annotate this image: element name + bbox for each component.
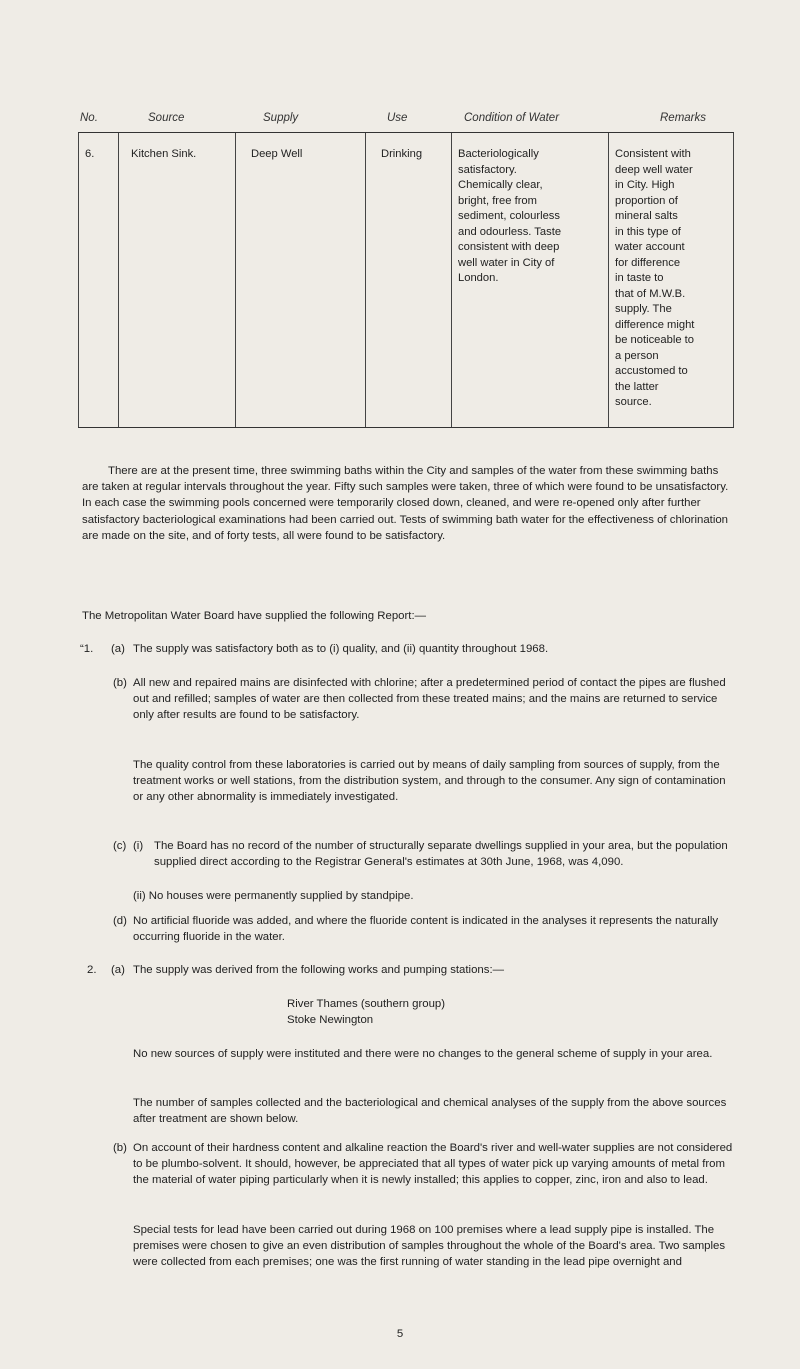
no-new-sources-text: No new sources of supply were instituted and there were no changes to the general scheme of supply in your area. [133, 1048, 713, 1060]
remarks-line: source. [615, 396, 652, 408]
condition-line: bright, free from [458, 194, 537, 207]
row-source: Kitchen Sink. [131, 148, 197, 160]
item-1ci-text: The Board has no record of the number of structurally separate dwellings supplied in your area, but the population supplied direct according to the Registrar General's estimates at 30th June, 1968, was 4,090. [154, 840, 728, 869]
remarks-line: in taste to [615, 272, 664, 284]
row-supply: Deep Well [251, 148, 303, 160]
mwb-intro: The Metropolitan Water Board have supplied the following Report:— [82, 610, 427, 622]
remarks-line: that of M.W.B. [615, 287, 686, 300]
item-1ci-label: (i) [133, 840, 144, 852]
item-1b-text2: The quality control from these laboratories is carried out by means of daily sampling from sources of supply, from the treatment works or well stations, from the distribution system, and through to the consumer. Any sign of contamination or any other abnormality is immediately investigated. [133, 759, 726, 804]
remarks-line: in City. High [615, 179, 675, 191]
remarks-line: difference might [615, 318, 695, 331]
row-use: Drinking [381, 148, 423, 160]
item-1-number: “1. [80, 643, 94, 655]
cell-remarks [608, 133, 734, 427]
item-2a-label: (a) [111, 964, 125, 976]
row-remarks [609, 147, 733, 411]
cell-use [365, 133, 451, 427]
remarks-line: supply. The [615, 303, 672, 315]
header-use: Use [387, 112, 408, 124]
header-supply: Supply [263, 112, 299, 124]
condition-line: well water in City of [458, 256, 555, 269]
cell-no [78, 133, 118, 427]
item-2b-text: On account of their hardness content and alkaline reaction the Board's river and well-water supplies are not considered to be plumbo-solvent. It should, however, be appreciated that all types of water pick up varying amounts of metal from the material of water piping particularly when it is newly installed; this applies to copper, zinc, iron and also to lead. [133, 1142, 733, 1187]
condition-line: consistent with deep [458, 241, 560, 253]
item-1b-label: (b) [113, 677, 127, 689]
condition-line: Bacteriologically [458, 148, 539, 160]
table-header [78, 112, 734, 132]
remarks-line: Consistent with [615, 148, 691, 160]
item-1c-label: (c) [113, 840, 127, 852]
cell-condition [451, 133, 608, 427]
swimming-baths-paragraph: There are at the present time, three swimming baths within the City and samples of the water from these swimming baths are taken at regular intervals throughout the year. Fifty such samples were taken, three of which were found to be unsatisfactory. In each case the swimming pools concerned were temporarily closed down, cleaned, and were re-opened only after further satisfactory bacteriological examinations had been carried out. Tests of swimming bath water for the effectiveness of chlorination are made on the site, and of forty tests, all were found to be satisfactory. [82, 465, 729, 542]
row-no: 6. [85, 148, 95, 160]
item-2-number: 2. [87, 964, 97, 976]
cell-source [118, 133, 235, 427]
item-1d-label: (d) [113, 915, 127, 927]
station-2: Stoke Newington [287, 1014, 374, 1027]
header-remarks: Remarks [660, 112, 707, 124]
remarks-line: be noticeable to [615, 334, 694, 346]
item-1cii-text: (ii) No houses were permanently supplied by standpipe. [133, 890, 414, 902]
condition-line: Chemically clear, [458, 179, 543, 191]
remarks-line: in this type of [615, 225, 681, 238]
condition-line: sediment, colourless [458, 210, 560, 222]
row-condition [452, 147, 608, 287]
item-2b-label: (b) [113, 1142, 127, 1154]
special-tests-text: Special tests for lead have been carried out during 1968 on 100 premises where a lead supply pipe is installed. The premises were chosen to give an even distribution of samples throughout the whole of the Board's area. Two samples were collected from each premises; one was the first running of water standing in the lead pipe overnight and [133, 1224, 726, 1269]
remarks-line: a person [615, 349, 659, 362]
condition-line: satisfactory. [458, 163, 517, 176]
item-1a-text: The supply was satisfactory both as to (i) quality, and (ii) quantity throughout 1968. [133, 643, 549, 655]
condition-line: and odourless. Taste [458, 225, 562, 238]
header-no: No. [80, 112, 98, 124]
remarks-line: accustomed to [615, 365, 688, 377]
header-condition: Condition of Water [464, 112, 560, 124]
stations-list [287, 996, 445, 1028]
item-1b-text: All new and repaired mains are disinfected with chlorine; after a predetermined period of contact the pipes are flushed out and refilled; samples of water are then collected from these treated mains; and the mains are returned to service only after results are found to be satisfactory. [133, 677, 726, 722]
page-number: 5 [396, 1328, 404, 1340]
item-1a-label: (a) [111, 643, 125, 655]
remarks-line: mineral salts [615, 210, 678, 222]
remarks-line: proportion of [615, 194, 678, 207]
remarks-line: water account [615, 241, 685, 253]
header-source: Source [148, 112, 185, 124]
item-1d-text: No artificial fluoride was added, and where the fluoride content is indicated in the analyses it represents the naturally occurring fluoride in the water. [133, 915, 719, 944]
remarks-line: the latter [615, 380, 659, 393]
station-1: River Thames (southern group) [287, 998, 446, 1010]
remarks-line: for difference [615, 256, 681, 269]
water-sample-table [78, 132, 734, 428]
samples-text: The number of samples collected and the bacteriological and chemical analyses of the supply from the above sources after treatment are shown below. [133, 1097, 727, 1126]
cell-supply [235, 133, 365, 427]
item-2a-text: The supply was derived from the following works and pumping stations:— [133, 964, 505, 976]
remarks-line: deep well water [615, 163, 693, 176]
condition-line: London. [458, 272, 499, 284]
